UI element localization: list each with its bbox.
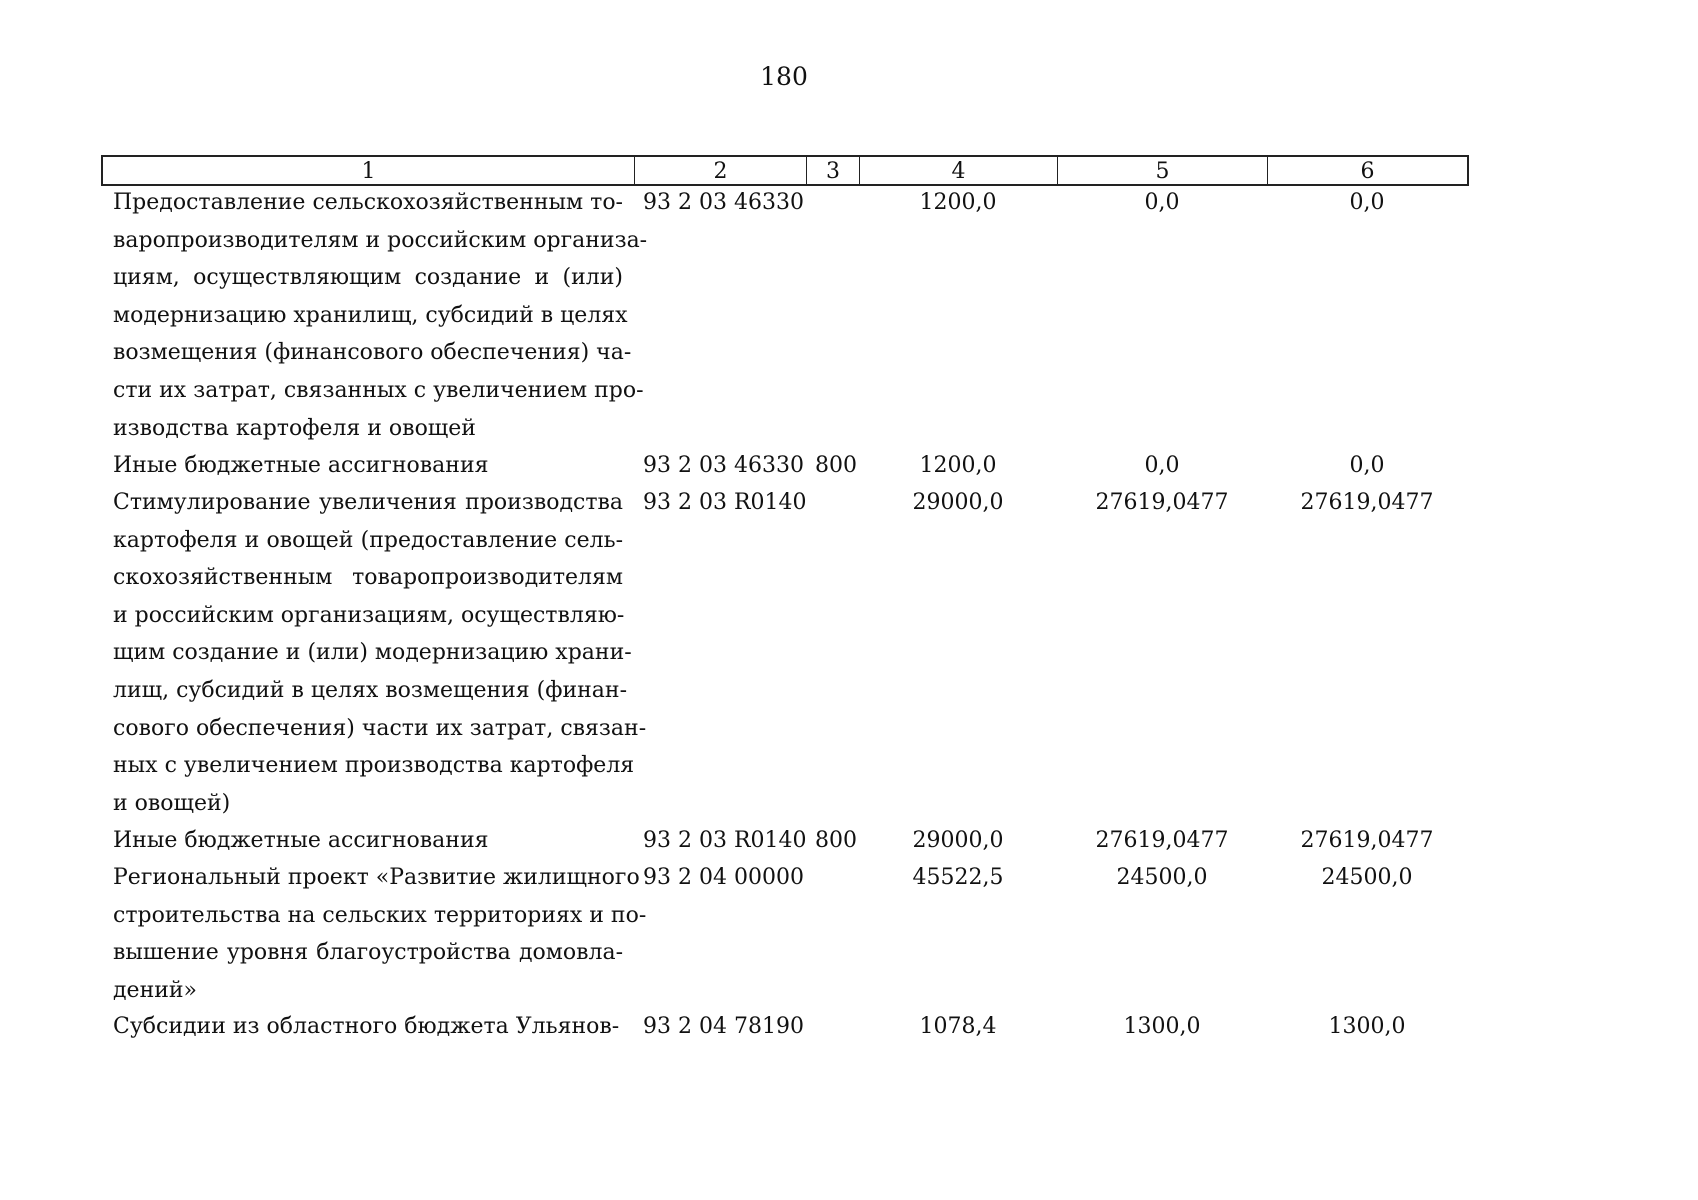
row-name-cell (113, 1008, 623, 1046)
row-name-line: дений» (113, 977, 198, 1003)
row-name-cell (113, 859, 647, 1009)
header-col-3: 3 (807, 157, 860, 184)
row-type-cell: 800 (815, 828, 857, 853)
row-name-line: ных с увеличением производства картофеля (113, 753, 635, 779)
header-col-4: 4 (860, 157, 1058, 184)
row-value-col6: 27619,0477 (1300, 828, 1434, 853)
header-col-2: 2 (635, 157, 807, 184)
row-name-line: Предоставление сельскохозяйственным то- (113, 190, 623, 215)
row-code-cell: 93 2 03 R0140 (643, 828, 807, 853)
row-value-col4: 1200,0 (919, 190, 997, 215)
row-code-cell: 93 2 04 00000 (643, 865, 804, 890)
row-value-col6: 27619,0477 (1300, 490, 1434, 515)
row-name-line: и российским организациям, осуществляю- (113, 602, 625, 628)
row-type-cell: 800 (815, 453, 857, 478)
row-name-cell (113, 447, 623, 485)
row-name-line: варопроизводителям и российским организа- (113, 227, 648, 253)
row-name-line: сти их затрат, связанных с увеличением про- (113, 377, 644, 403)
row-value-col5: 0,0 (1144, 453, 1180, 478)
row-name-line: картофеля и овощей (предоставление сель- (113, 527, 623, 553)
row-name-line: Субсидии из областного бюджета Ульянов- (113, 1014, 620, 1039)
row-name-line: изводства картофеля и овощей (113, 415, 476, 441)
page-number: 180 (760, 62, 808, 91)
row-value-col6: 0,0 (1349, 453, 1385, 478)
row-name-line: Иные бюджетные ассигнования (113, 453, 489, 478)
row-code-cell: 93 2 04 78190 (643, 1014, 804, 1039)
row-value-col4: 1078,4 (919, 1014, 997, 1039)
row-name-cell (113, 184, 648, 447)
row-name-line: возмещения (финансового обеспечения) ча- (113, 340, 632, 366)
row-value-col5: 1300,0 (1123, 1014, 1201, 1039)
row-name-line: вышение уровня благоустройства домовла- (113, 940, 623, 966)
row-value-col4: 29000,0 (912, 490, 1004, 515)
row-value-col4: 45522,5 (912, 865, 1004, 890)
header-col-6: 6 (1360, 159, 1375, 184)
header-col-1: 1 (103, 157, 635, 184)
row-name-cell (113, 822, 623, 860)
row-name-line: щим создание и (или) модернизацию храни- (113, 640, 632, 666)
row-value-col5: 27619,0477 (1095, 490, 1229, 515)
row-value-col4: 1200,0 (919, 453, 997, 478)
row-value-col4: 29000,0 (912, 828, 1004, 853)
row-value-col5: 0,0 (1144, 190, 1180, 215)
row-name-cell (113, 484, 647, 822)
row-code-cell: 93 2 03 46330 (643, 453, 804, 478)
row-code-cell: 93 2 03 46330 (643, 190, 804, 215)
header-col-5: 5 (1058, 157, 1268, 184)
row-name-line: циям, осуществляющим создание и (или) (113, 265, 623, 291)
row-name-line: и овощей) (113, 790, 231, 816)
row-name-line: строительства на сельских территориях и по- (113, 902, 647, 928)
table-header (101, 155, 1469, 186)
row-name-line: Региональный проект «Развитие жилищного (113, 865, 640, 890)
row-name-line: сового обеспечения) части их затрат, связан- (113, 715, 647, 741)
row-value-col5: 27619,0477 (1095, 828, 1229, 853)
row-value-col6: 1300,0 (1328, 1014, 1406, 1039)
row-name-line: модернизацию хранилищ, субсидий в целях (113, 302, 628, 328)
row-name-line: лищ, субсидий в целях возмещения (финан- (113, 677, 628, 703)
row-name-line: Стимулирование увеличения производства (113, 490, 623, 515)
row-code-cell: 93 2 03 R0140 (643, 490, 807, 515)
row-value-col6: 24500,0 (1321, 865, 1413, 890)
row-name-line: скохозяйственным товаропроизводителям (113, 565, 623, 591)
row-value-col6: 0,0 (1349, 190, 1385, 215)
row-value-col5: 24500,0 (1116, 865, 1208, 890)
row-name-line: Иные бюджетные ассигнования (113, 828, 489, 853)
